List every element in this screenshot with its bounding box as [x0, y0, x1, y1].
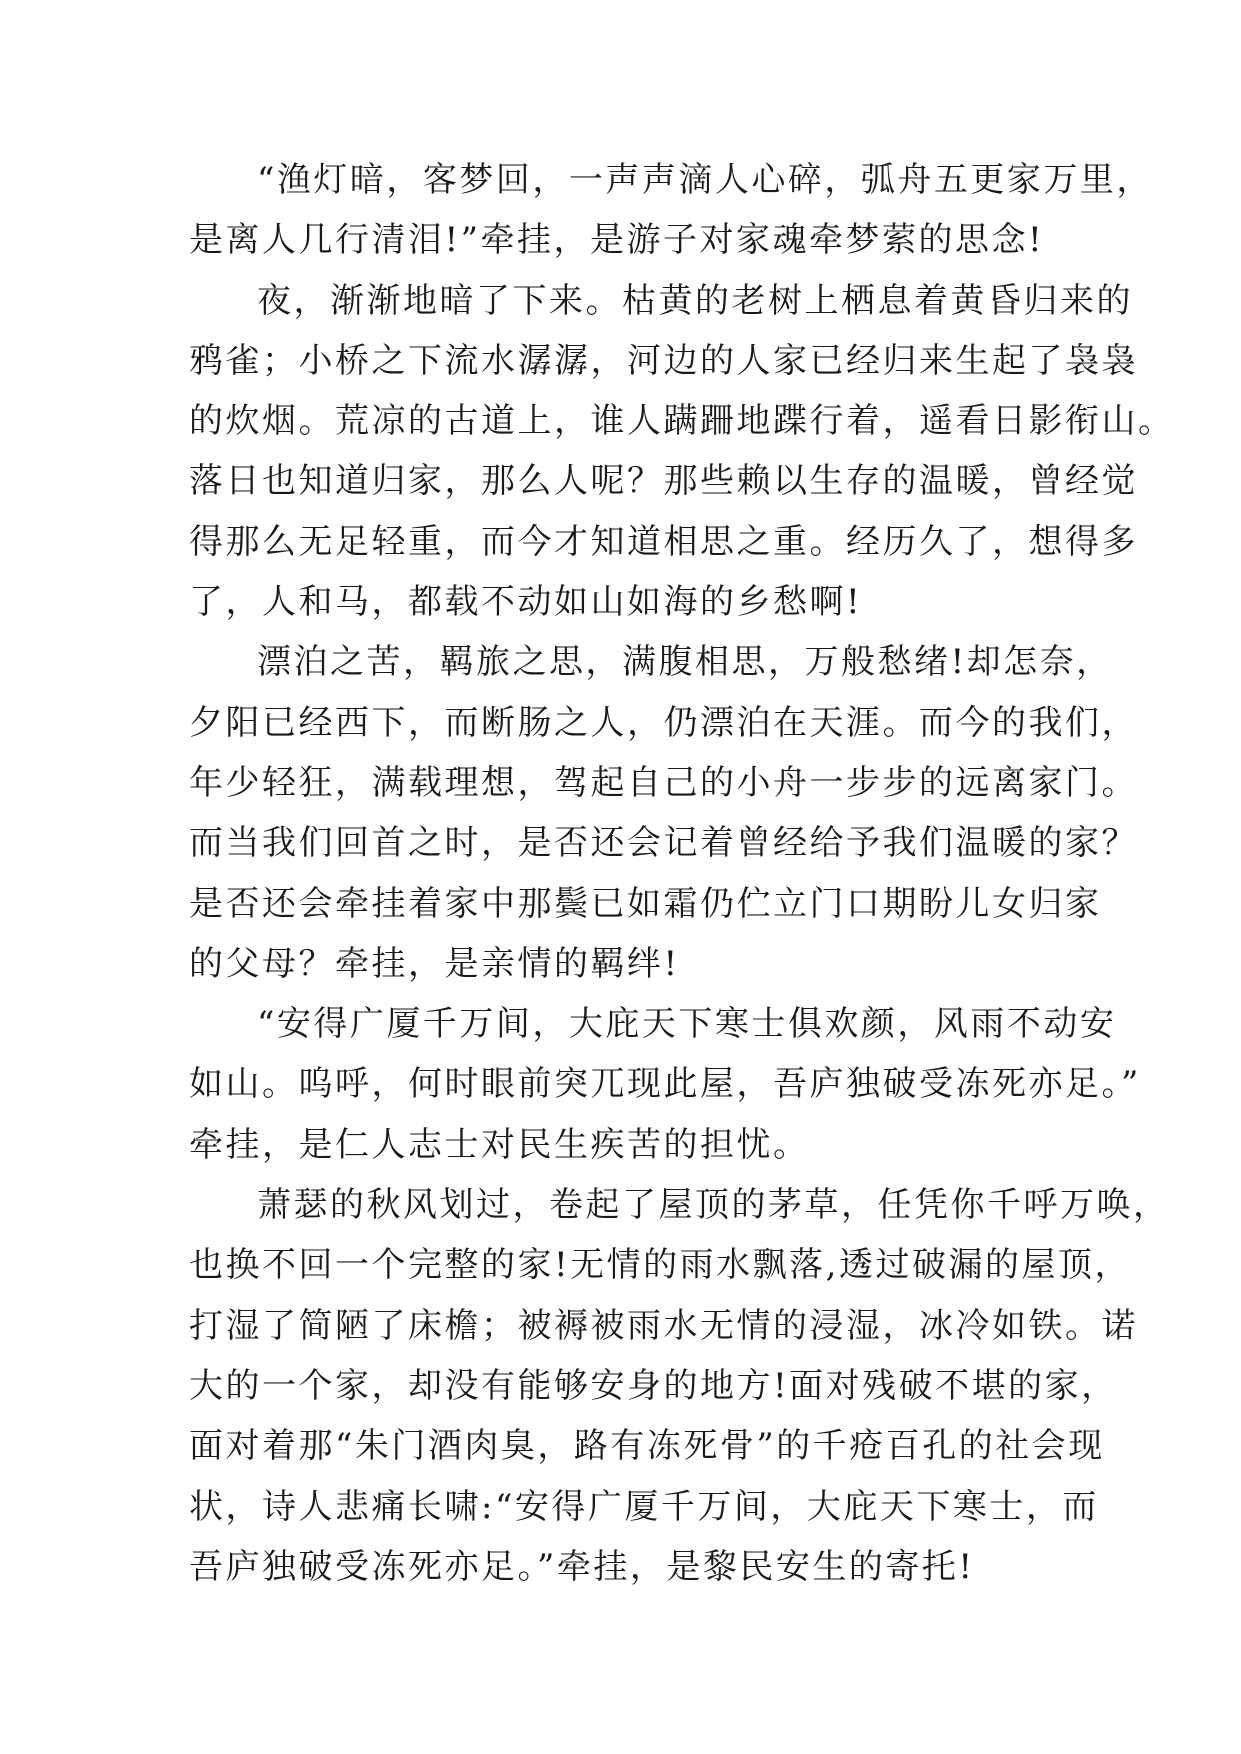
- text-line: 如山。呜呼，何时眼前突兀现此屋，吾庐独破受冻死亦足。”: [189, 1064, 1141, 1105]
- text-line: 落日也知道归家，那么人呢？那些赖以生存的温暖，曾经觉: [189, 461, 1138, 502]
- text-line: 也换不回一个完整的家!无情的雨水飘落,透过破漏的屋顶，: [189, 1245, 1131, 1286]
- text-line: 打湿了简陋了床檐；被褥被雨水无情的浸湿，冰冷如铁。诺: [189, 1305, 1138, 1346]
- text-line: 面对着那“朱门酒肉臭，路有冻死骨”的千疮百孔的社会现: [189, 1426, 1105, 1467]
- paragraph: [189, 1175, 1170, 1597]
- text-line: 夜，渐渐地暗了下来。枯黄的老树上栖息着黄昏归来的: [257, 280, 1133, 321]
- text-line: 漂泊之苦，羁旅之思，满腹相思，万般愁绪!却怎奈，: [257, 642, 1113, 683]
- text-line: 是否还会牵挂着家中那鬓已如霜仍伫立门口期盼儿女归家: [189, 883, 1102, 924]
- paragraph: [189, 632, 1138, 994]
- text-line: 牵挂，是仁人志士对民生疾苦的担忧。: [189, 1124, 810, 1165]
- paragraph: [189, 271, 1175, 633]
- text-line: 鸦雀；小桥之下流水潺潺，河边的人家已经归来生起了袅袅: [189, 340, 1138, 381]
- text-line: 而当我们回首之时，是否还会记着曾经给予我们温暖的家？: [189, 823, 1138, 864]
- text-line: 得那么无足轻重，而今才知道相思之重。经历久了，想得多: [189, 521, 1138, 562]
- text-line: “渔灯暗，客梦回，一声声滴人心碎，弧舟五更家万里，: [257, 160, 1153, 200]
- text-line: 吾庐独破受冻死亦足。”牵挂，是黎民安生的寄托!: [189, 1546, 975, 1587]
- text-line: 了，人和马，都载不动如山如海的乡愁啊!: [189, 582, 863, 623]
- text-line: 是离人几行清泪!”牵挂，是游子对家魂牵梦萦的思念!: [189, 220, 1045, 261]
- text-line: 年少轻狂，满载理想，驾起自己的小舟一步步的远离家门。: [189, 762, 1138, 803]
- paragraph: [189, 150, 1153, 271]
- text-line: 状，诗人悲痛长啸:“安得广厦千万间，大庇天下寒士，而: [189, 1486, 1099, 1527]
- text-line: 的炊烟。荒凉的古道上，谁人蹒跚地蹀行着，遥看日影衔山。: [189, 401, 1175, 442]
- text-line: 的父母？牵挂，是亲情的羁绊!: [189, 943, 680, 984]
- essay-body: [189, 150, 1175, 1597]
- text-line: 萧瑟的秋风划过，卷起了屋顶的茅草，任凭你千呼万唤，: [257, 1185, 1170, 1226]
- text-line: 大的一个家，却没有能够安身的地方!面对残破不堪的家，: [189, 1365, 1118, 1406]
- text-line: 夕阳已经西下，而断肠之人，仍漂泊在天涯。而今的我们，: [189, 702, 1138, 743]
- paragraph: [189, 994, 1141, 1175]
- text-line: “安得广厦千万间，大庇天下寒士俱欢颜，风雨不动安: [257, 1004, 1117, 1045]
